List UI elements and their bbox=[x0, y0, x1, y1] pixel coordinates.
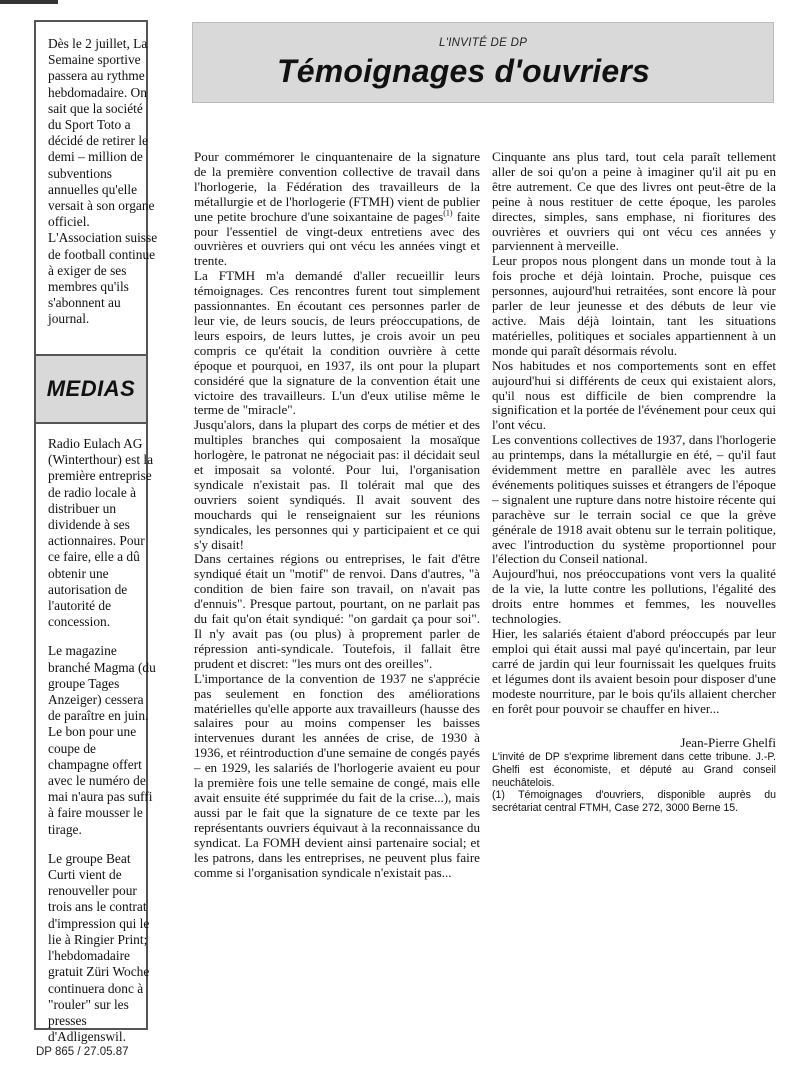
sidebar-news-item: Dès le 2 juillet, La Semaine sportive passera au rythme hebdomadaire. On sait que la société du Sport Toto a décidé de retirer le demi – million de subventions annuelles qu'elle versait à son organe officiel. L'Association suisse de football continue à exiger de ses membres qu'ils s'abonnent au journal. bbox=[48, 36, 158, 327]
sidebar-box bbox=[34, 20, 158, 1045]
medias-item: Radio Eulach AG (Winterthour) est la première entreprise de radio locale à distribuer un dividende à ses actionnaires. Pour ce faire, elle a dû obtenir une autorisation de l'autorité de concession. bbox=[48, 436, 154, 630]
paragraph: Pour commémorer le cinquantenaire de la signature de la première convention collective de travail dans l'horlogerie, la Fédération des travailleurs de la métallurgie et de l'horlogerie (FTMH) vient de publier une petite brochure d'une soixantaine de pages$^{(1)}$ faite pour l'essentiel de vingt-deux entretiens avec des ouvrières et ouvriers qui ont vécu les années vingt et trente. bbox=[194, 149, 480, 269]
medias-banner bbox=[36, 354, 146, 424]
footnote-ref: (1) bbox=[443, 208, 453, 218]
paragraph: Dans certaines régions ou entreprises, le fait d'être syndiqué était un "motif" de renvoi. Dans d'autres, "à condition de bien faire son travail, on n'avait pas d'ennuis". Presque partout, pourtant, on ne parlait pas du fait qu'on était syndiqué: "on gardait ça pour soi". Il n'y avait pas (ou plus) à proprement parler de répression anti-syndicale. Toutefois, il fallait être prudent et discret: "les murs ont des oreilles". bbox=[194, 551, 480, 671]
medias-item: Le groupe Beat Curti vient de renouveller pour trois ans le contrat d'impression qui le lie à Ringier Print; l'hebdomadaire gratuit Züri Woche continuera donc à "rouler" sur les presses d'Adligenswil. bbox=[48, 850, 150, 1045]
medias-title: MEDIAS bbox=[46, 376, 136, 401]
article-header bbox=[192, 22, 774, 103]
footnote: (1) Témoignages d'ouvriers, disponible auprès du secrétariat central FTMH, Case 272, 3000 Berne 15. bbox=[492, 789, 776, 814]
paragraph: L'importance de la convention de 1937 ne s'apprécie pas seulement en fonction des améliorations matérielles qu'elle apporte aux travailleurs (hausse des salaires pour au moins compenser les baisses intervenues durant les années de crise, de 1930 à 1936, et réintroduction d'une semaine de congés payés – en 1929, les salariés de l'horlogerie avaient eu pour la première fois une telle semaine de congé, mais elle avait ensuite été supprimée du fait de la crise...), mais aussi par le fait que la signature de ce texte par les représentants ouvriers équivaut à la reconnaissance du syndicat. La FOMH devient ainsi partenaire social; et les patrons, dans les entreprises, ne peuvent plus faire comme si l'organisation syndicale n'existait pas... bbox=[194, 670, 480, 880]
paragraph: Hier, les salariés étaient d'abord préoccupés par leur emploi qui était aussi mal payé qu'incertain, par leur carré de jardin qui leur fournissait les quelques fruits et légumes dont ils avaient besoin pour disposer d'une modeste nourriture, par le bois qu'ils allaient chercher en forêt pour pouvoir se chauffer en hiver... bbox=[492, 626, 776, 716]
paragraph: Jusqu'alors, dans la plupart des corps de métier et des multiples branches qui composaient la mosaïque horlogère, le patronat ne négociait pas: il décidait seul et imposait sa volonté. Pour lui, l'organisation syndicale n'existait pas. Il tolérait mal que des ouvriers soient syndiqués. Il avait souvent des mouchards qui le renseignaient sur les réunions syndicales, les personnes qui y participaient et ce qui s'y disait! bbox=[194, 417, 480, 552]
article-column-2 bbox=[492, 150, 776, 814]
top-rule bbox=[0, 0, 58, 4]
invite-note: L'invité de DP s'exprime librement dans cette tribune. J.-P. Ghelfi est économiste, et député au Grand conseil neuchâtelois. bbox=[492, 751, 776, 789]
paragraph: Aujourd'hui, nos préoccupations vont vers la qualité de la vie, la lutte contre les pollutions, l'égalité des droits entre hommes et femmes, les nouvelles technologies. bbox=[492, 566, 776, 627]
author-signature: Jean-Pierre Ghelfi bbox=[680, 735, 776, 751]
paragraph: Les conventions collectives de 1937, dans l'horlogerie au printemps, dans la métallurgie en été, – qu'il faut évidemment mettre en parallèle avec les autres événements politiques suisses et étrangers de l'époque – signalent une rupture dans notre histoire récente qui parachève sur le terrain social ce que la grève générale de 1918 avait obtenu sur le terrain politique, avec l'introduction du système proportionnel pour l'élection du Conseil national. bbox=[492, 432, 776, 567]
page-footer: DP 865 / 27.05.87 bbox=[36, 1046, 129, 1058]
paragraph: Cinquante ans plus tard, tout cela paraît tellement aller de soi qu'on a peine à imaginer qu'il ait pu en être autrement. Ce que des livres ont peut-être de la peine à nous restituer de cette époque, les paroles directes, simples, sans emphase, ni fioritures des ouvrières et ouvriers qui ont vécu ces années y parviennent à merveille. bbox=[492, 149, 776, 254]
medias-item: Le magazine branché Magma (du groupe Tages Anzeiger) cessera de paraître en juin. Le bon pour une coupe de champagne offert avec le numéro de mai n'aura pas suffi à faire mousser le tirage. bbox=[48, 643, 156, 837]
paragraph: La FTMH m'a demandé d'aller recueillir leurs témoignages. Ces rencontres furent tout simplement passionnantes. En écoutant ces personnes parler de leur vie, de leurs soucis, de leurs préoccupations, de leurs espoirs, de leurs luttes, je crois avoir un peu compris ce qu'était la condition ouvrière à cette époque et pourquoi, en 1937, ils ont pour la plupart considéré que la signature de la convention était une victoire des travailleurs. L'un d'eux utilise même le terme de "miracle". bbox=[194, 268, 480, 418]
medias-list bbox=[36, 436, 158, 1045]
paragraph: Leur propos nous plongent dans un monde tout à la fois proche et déjà lointain. Proche, puisque ces personnes, aujourd'hui retraitées, sont encore là pour parler de leur jeunesse et des débuts de leur vie active. Mais déjà lointain, tant les situations matérielles, politiques et sociales appartiennent à un monde qui paraît désormais révolu. bbox=[492, 253, 776, 358]
kicker: L'INVITÉ DE DP bbox=[439, 37, 528, 49]
paragraph: Nos habitudes et nos comportements sont en effet aujourd'hui si différents de ceux qui existaient alors, qu'il nous est difficile de bien comprendre la signification et la portée de l'événement pour ceux qui l'ont vécu. bbox=[492, 357, 776, 433]
article-column-1 bbox=[194, 150, 480, 880]
article-title: Témoignages d'ouvriers bbox=[277, 53, 650, 89]
